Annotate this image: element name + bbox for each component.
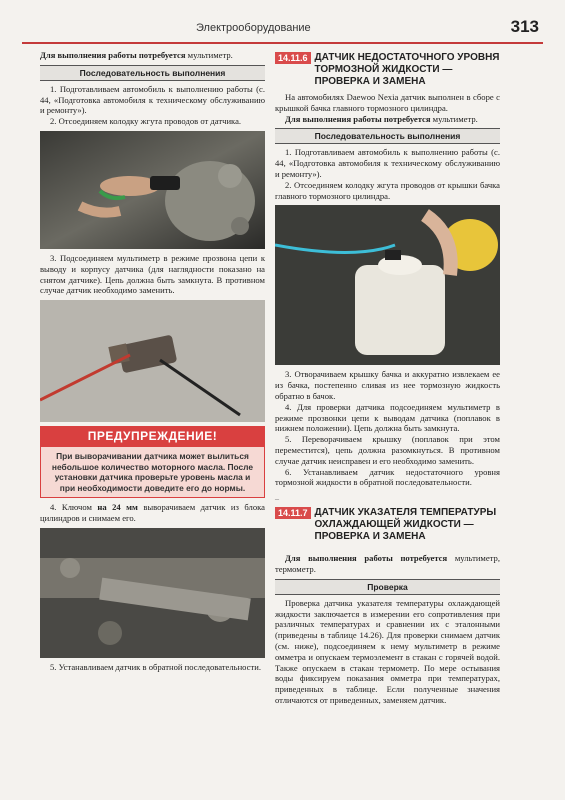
tools-label: Для выполнения работы потребуется	[40, 50, 186, 60]
tools-needed-s1	[275, 114, 500, 125]
s1-step-5: 5. Переворачиваем крышку (поплавок при этом переместится), цепь должна разомкнуться. В противном случае датчик неисправен и его необходимо заменить.	[275, 434, 500, 466]
tools-value: мультиметр.	[430, 113, 478, 124]
tools-value: мультиметр, термометр.	[275, 553, 500, 574]
section-heading-14-11-6	[275, 52, 500, 88]
tools-needed	[40, 50, 265, 61]
section-title: ДАТЧИК УКАЗАТЕЛЯ ТЕМПЕРАТУРЫ ОХЛАЖДАЮЩЕЙ ЖИДКОСТИ — ПРОВЕРКА И ЗАМЕНА	[314, 507, 497, 543]
page-header	[22, 16, 543, 44]
step-1: 1. Подготавливаем автомобиль к выполнению работы (с. 44, «Подготовка автомобиля к техническому обслуживанию и ремонту»).	[40, 83, 265, 116]
warning-title: ПРЕДУПРЕЖДЕНИЕ!	[40, 426, 265, 446]
divider: –	[275, 494, 279, 504]
left-column	[40, 50, 265, 673]
warning-text: При выворачивании датчика может вылиться небольшое количество моторного масла. После установки датчика проверьте уровень масла и при необходимости доведите его до нормы.	[40, 446, 265, 498]
photo-brake-fluid-reservoir	[275, 205, 500, 365]
photo-wrench-removing-sensor	[40, 528, 265, 658]
step-4-wrench-size: на 24 мм	[97, 502, 138, 513]
tools-needed-s2	[275, 553, 500, 575]
step-3: 3. Подсоединяем мультиметр в режиме прозвона цепи к выводу и корпусу датчика (для наглядности показано на снятом датчике). Цепь должна быть замкнута. В противном случае датчик необходимо заменить.	[40, 252, 265, 296]
s1-step-1: 1. Подготавливаем автомобиль к выполнению работы (с. 44, «Подготовка автомобиля к техническому обслуживанию и ремонту»).	[275, 147, 500, 179]
tools-label: Для выполнения работы потребуется	[285, 113, 431, 124]
section-intro: На автомобилях Daewoo Nexia датчик выполнен в сборе с крышкой бачка главного тормозного цилиндра.	[275, 92, 500, 113]
s1-step-4: 4. Для проверки датчика подсоединяем мультиметр в режиме прозвонки цепи к выводам датчика (поплавок в нижнем положении). Цепь должна быть замкнута.	[275, 401, 500, 434]
section-heading-14-11-7	[275, 507, 500, 543]
s1-step-2: 2. Отсоединяем колодку жгута проводов от крышки бачка главного тормозного цилиндра.	[275, 179, 500, 201]
section-number: 14.11.6	[275, 52, 311, 64]
step-5: 5. Устанавливаем датчик в обратной последовательности.	[50, 661, 261, 672]
sequence-heading: Последовательность выполнения	[40, 65, 265, 81]
step-4	[40, 502, 265, 524]
tools-value: мультиметр.	[185, 50, 233, 60]
section-number: 14.11.7	[275, 507, 311, 519]
warning-box	[40, 426, 265, 498]
photo-sensor-multimeter-probes	[40, 300, 265, 422]
step-2: 2. Отсоединяем колодку жгута проводов от датчика.	[50, 116, 242, 127]
step-4-part-c: выворачиваем датчик из блока цилиндров и снимаем его.	[40, 502, 265, 523]
page-number: 313	[510, 17, 539, 36]
s1-step-6: 6. Устанавливаем датчик недостаточного уровня тормозной жидкости в обратной последовательности.	[275, 466, 500, 488]
photo-engine-sensor-connector	[40, 131, 265, 249]
tools-label: Для выполнения работы потребуется	[285, 553, 448, 564]
right-column	[275, 50, 500, 706]
check-heading: Проверка	[275, 579, 500, 595]
s1-step-3: 3. Отворачиваем крышку бачка и аккуратно извлекаем ее из бачка, постепенно сливая из нее тормозную жидкость обратно в бачок.	[275, 369, 500, 401]
step-4-part-a: 4. Ключом	[50, 502, 98, 513]
section-title: ДАТЧИК НЕДОСТАТОЧНОГО УРОВНЯ ТОРМОЗНОЙ ЖИДКОСТИ — ПРОВЕРКА И ЗАМЕНА	[314, 52, 500, 87]
sequence-heading-s1: Последовательность выполнения	[275, 128, 500, 144]
header-title: Электрооборудование	[196, 22, 311, 34]
check-text: Проверка датчика указателя температуры охлаждающей жидкости заключается в измерении его сопротивления при различных температурах и сравнении их с эталонными (приведены в таблице 14.26). Для проверки снимаем датчик (см. ниже), подсоединяем к нему мультиметр в режиме омметра и опускаем термоэлемент в стакан с горячей водой. Также опускаем в стакан термометр. По мере остывания воды фиксируем показания омметра при температурах, приведенных в таблице. Если полученные значения отличаются от приведенных, заменяем датчик.	[275, 597, 500, 705]
